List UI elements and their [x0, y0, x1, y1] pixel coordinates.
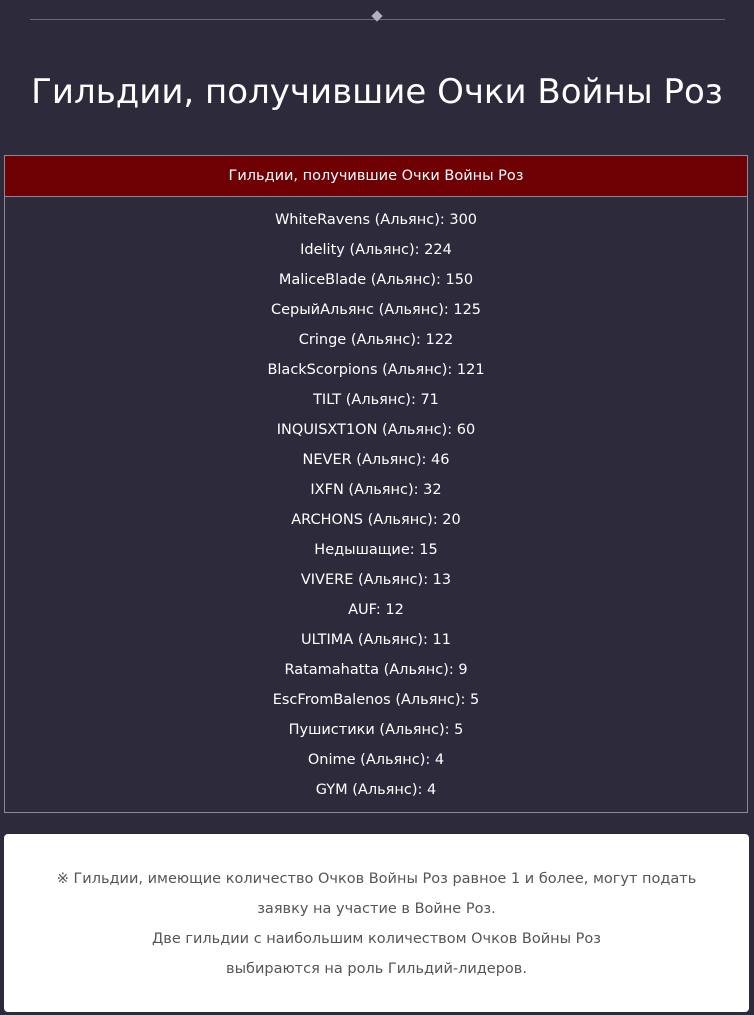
guild-points-table — [4, 155, 748, 813]
table-row: VIVERE (Альянс): 13 — [300, 572, 452, 588]
table-row: NEVER (Альянс): 46 — [302, 452, 450, 468]
table-row: BlackScorpions (Альянс): 121 — [267, 362, 485, 378]
table-row: TILT (Альянс): 71 — [313, 392, 439, 408]
note-line: выбираются на роль Гильдий-лидеров. — [226, 961, 527, 977]
table-row: WhiteRavens (Альянс): 300 — [274, 212, 478, 228]
table-header: Гильдии, получившие Очки Войны Роз — [5, 156, 747, 197]
table-row: MaliceBlade (Альянс): 150 — [278, 272, 474, 288]
table-row: EscFromBalenos (Альянс): 5 — [272, 692, 480, 708]
note-line: Две гильдии с наибольшим количеством Очков Войны Роз — [151, 931, 602, 947]
table-body — [5, 197, 747, 805]
table-row: СерыйАльянс (Альянс): 125 — [270, 302, 482, 318]
note-line: ※ Гильдии, имеющие количество Очков Войны Роз равное 1 и более, могут подать — [56, 871, 697, 887]
table-row: Недышащие: 15 — [314, 542, 438, 558]
table-row: INQUISXT1ON (Альянс): 60 — [276, 422, 476, 438]
table-row: AUF: 12 — [348, 602, 404, 618]
page-title: Гильдии, получившие Очки Войны Роз — [31, 72, 723, 112]
table-row: ULTIMA (Альянс): 11 — [300, 632, 452, 648]
table-row: Onime (Альянс): 4 — [307, 752, 445, 768]
info-note — [4, 834, 749, 1012]
table-row: Пушистики (Альянс): 5 — [288, 722, 464, 738]
table-row: Idelity (Альянс): 224 — [300, 242, 452, 258]
table-row: IXFN (Альянс): 32 — [310, 482, 442, 498]
note-line: заявку на участие в Войне Роз. — [257, 901, 496, 917]
table-row: Ratamahatta (Альянс): 9 — [284, 662, 468, 678]
table-row: Cringe (Альянс): 122 — [298, 332, 454, 348]
table-row: GYM (Альянс): 4 — [315, 782, 437, 798]
table-row: ARCHONS (Альянс): 20 — [291, 512, 461, 528]
